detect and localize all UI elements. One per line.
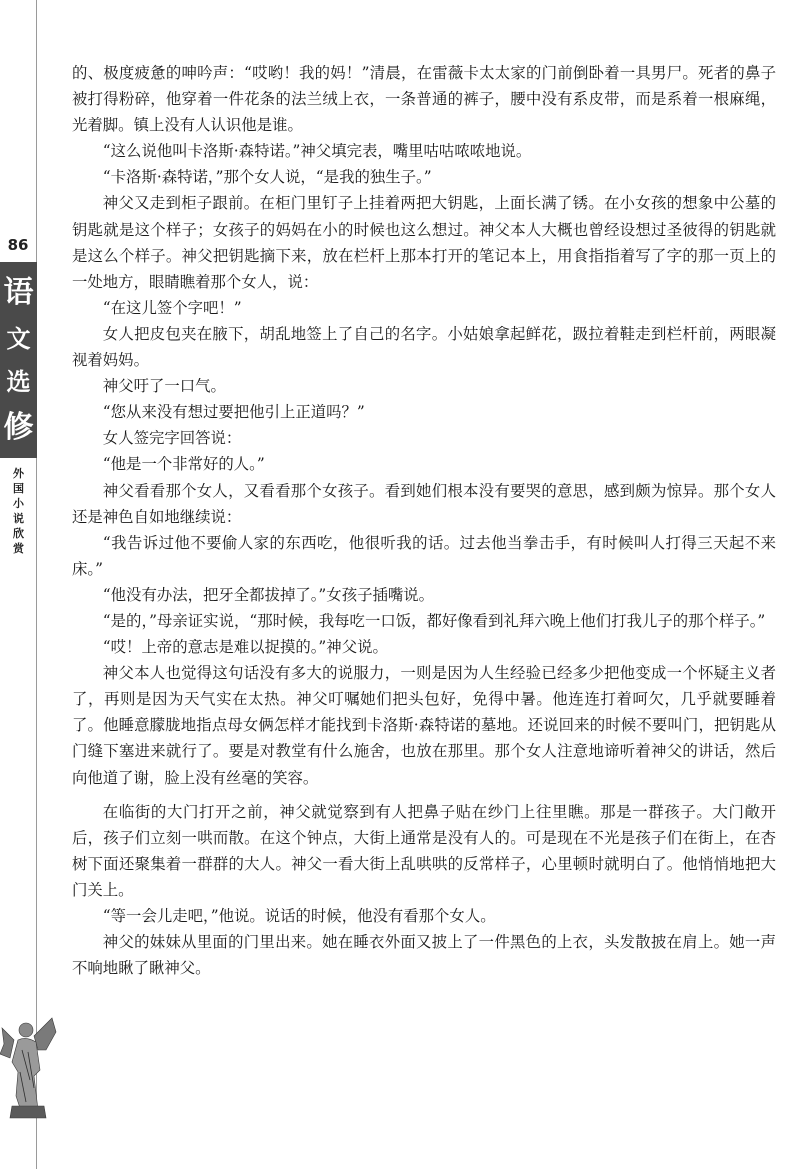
paragraph: “他是一个非常好的人。” [102,455,265,474]
paragraph: 神父本人也觉得这句话没有多大的说服力，一则是因为人生经验已经多少把他变成一个怀疑主义者了，再则是因为天气实在太热。神父叮嘱她们把头包好，免得中暑。他连连打着呵欠，几乎就要睡着了。他睡意朦胧地指点母女俩怎样才能找到卡洛斯·森特诺的墓地。还说回来的时候不要叫门，把钥匙从门缝下塞进来就行了。要是对教堂有什么施舍，也放在那里。那个女人注意地谛听着神父的讲话，然后向他道了谢，脸上没有丝毫的笑容。 [72,664,776,787]
paragraph: 在临街的大门打开之前，神父就觉察到有人把鼻子贴在纱门上往里瞧。那是一群孩子。大门敞开后，孩子们立刻一哄而散。在这个钟点，大街上通常是没有人的。可是现在不光是孩子们在街上，在杏树下面还聚集着一群群的大人。神父一看大街上乱哄哄的反常样子，心里顿时就明白了。他悄悄地把大门关上。 [72,802,776,899]
book-title-char: 小 [13,497,24,510]
angel-statue-illustration [0,1010,60,1120]
paragraph: “卡洛斯·森特诺，”那个女人说，“是我的独生子。” [102,168,432,187]
book-title-char: 外 [13,467,24,480]
margin-rule [36,0,37,1169]
paragraph: 女人把皮包夹在腋下，胡乱地签上了自己的名字。小姑娘拿起鲜花，趿拉着鞋走到栏杆前，两眼凝视着妈妈。 [72,324,776,370]
book-title-vertical [0,466,37,556]
article-body [72,60,776,981]
paragraph: 神父看看那个女人，又看看那个女孩子。看到她们根本没有要哭的意思，感到颇为惊异。那个女人还是神色自如地继续说： [72,481,776,526]
paragraph: 神父又走到柜子跟前。在柜门里钉子上挂着两把大钥匙，上面长满了锈。在小女孩的想象中公墓的钥匙就是这个样子；女孩子的妈妈在小的时候也这么想过。神父本人大概也曾经设想过圣彼得的钥匙就是这么个样子。神父把钥匙摘下来，放在栏杆上那本打开的笔记本上，用食指指着写了字的那一页上的一处地方，眼睛瞧着那个女人，说： [72,194,776,291]
paragraph: “是的，”母亲证实说，“那时候，我每吃一口饭，都好像看到礼拜六晚上他们打我儿子的那个样子。” [102,611,766,630]
series-char: 文 [6,323,31,353]
book-title-char: 国 [13,482,24,495]
paragraph: “您从来没有想过要把他引上正道吗？” [102,403,365,422]
series-char: 修 [3,409,34,445]
page-number: 86 [7,236,29,254]
paragraph: “他没有办法，把牙全都拔掉了。”女孩子插嘴说。 [102,585,435,604]
series-char: 选 [6,366,31,396]
paragraph: 神父吁了一口气。 [102,377,226,396]
paragraph: “等一会儿走吧，”他说。说话的时候，他没有看那个女人。 [102,907,496,925]
book-title-char: 欣 [13,527,24,540]
paragraph: 神父的妹妹从里面的门里出来。她在睡衣外面又披上了一件黑色的上衣，头发散披在肩上。她一声不响地瞅了瞅神父。 [72,933,776,978]
series-char: 语 [3,274,34,310]
paragraph: “我告诉过他不要偷人家的东西吃，他很听我的话。过去他当拳击手，有时候叫人打得三天起不来床。” [72,533,776,578]
paragraph: 女人签完字回答说： [102,429,242,448]
book-title-char: 说 [13,512,24,525]
book-title-char: 赏 [13,542,24,555]
paragraph: “在这儿签个字吧！” [102,298,242,317]
paragraph: 的、极度疲惫的呻吟声：“哎哟！我的妈！”清晨，在雷薇卡太太家的门前倒卧着一具男尸。死者的鼻子被打得粉碎，他穿着一件花条的法兰绒上衣，一条普通的裤子，腰中没有系皮带，而是系着一根麻绳，光着脚。镇上没有人认识他是谁。 [72,64,776,135]
paragraph: “哎！上帝的意志是难以捉摸的。”神父说。 [102,638,388,657]
paragraph: “这么说他叫卡洛斯·森特诺。”神父填完表，嘴里咕咕哝哝地说。 [102,142,532,161]
series-title-band [0,262,37,458]
